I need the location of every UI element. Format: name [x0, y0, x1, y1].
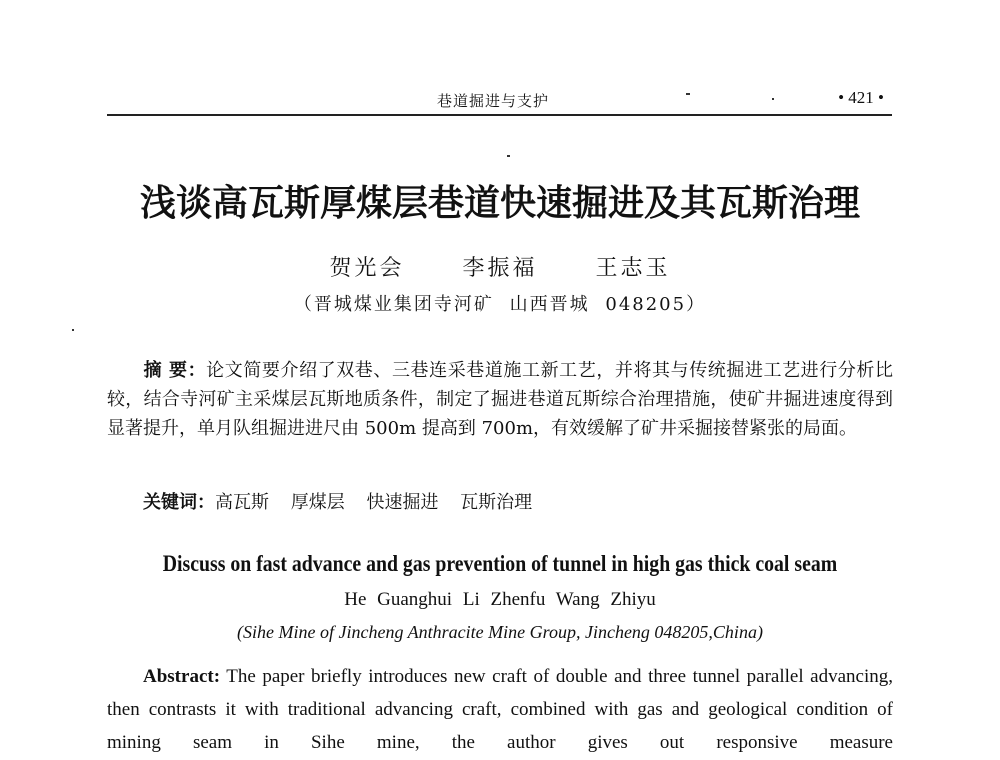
- abstract-en-text: The paper briefly introduces new craft of double and three tunnel parallel advancing, then contrasts it with traditional advancing craft, combined with gas and geological condition of mining seam in Sihe mine, the author gives out responsive measure: [107, 666, 893, 753]
- abstract-zh: [107, 356, 893, 443]
- keywords-zh-label: 关键词：: [143, 492, 215, 513]
- authors-zh: 贺光会 李振福 王志玉: [329, 256, 671, 281]
- authors-en: He Guanghui Li Zhenfu Wang Zhiyu: [344, 589, 656, 610]
- scan-speck: [72, 329, 74, 331]
- affiliation-zh: （晋城煤业集团寺河矿 山西晋城 048205）: [293, 294, 707, 315]
- keywords-zh-text: 高瓦斯 厚煤层 快速掘进 瓦斯治理: [215, 492, 533, 513]
- article-title-en: Discuss on fast advance and gas prevention of tunnel in high gas thick coal seam: [162, 551, 838, 576]
- running-header: [107, 84, 892, 116]
- abstract-zh-label: 摘 要：: [143, 360, 207, 381]
- article-title-zh: 浅谈高瓦斯厚煤层巷道快速掘进及其瓦斯治理: [139, 183, 860, 224]
- scan-speck: [507, 155, 510, 157]
- abstract-en: [107, 660, 893, 759]
- page-number: • 421 •: [838, 88, 884, 107]
- affiliation-en: (Sihe Mine of Jincheng Anthracite Mine Group, Jincheng 048205,China): [237, 622, 763, 642]
- scan-speck: [772, 98, 774, 100]
- scan-speck: [686, 93, 690, 95]
- abstract-en-label: Abstract:: [143, 666, 221, 687]
- running-header-section: 巷道掘进与支护: [437, 92, 550, 110]
- keywords-zh: [143, 488, 532, 514]
- abstract-zh-text: 论文简要介绍了双巷、三巷连采巷道施工新工艺，并将其与传统掘进工艺进行分析比较，结合寺河矿主采煤层瓦斯地质条件，制定了掘进巷道瓦斯综合治理措施，使矿井掘进速度得到显著提升，单月队组掘进进尺由 500m 提高到 700m，有效缓解了矿井采掘接替紧张的局面。: [107, 360, 893, 439]
